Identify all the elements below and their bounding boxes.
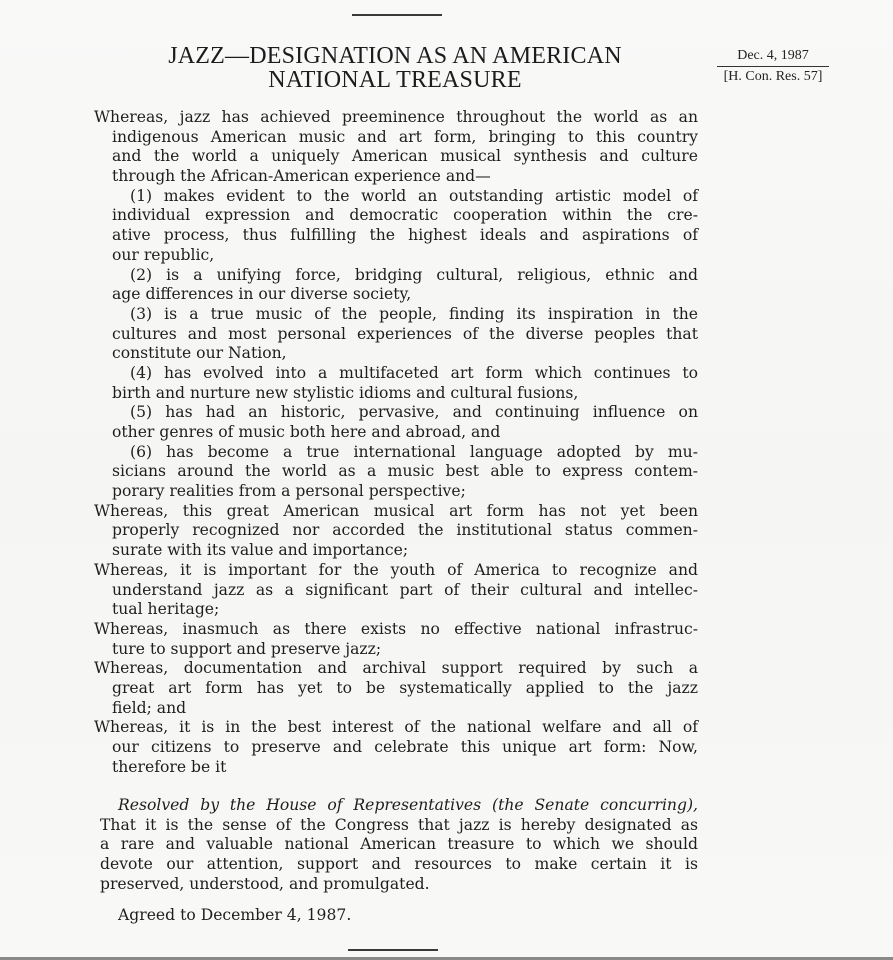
preamble-line: other genres of music both here and abroad, and [112,423,501,441]
preamble-line: Whereas, it is in the best interest of the national welfare and all of [94,718,698,737]
resolution-line: That it is the sense of the Congress that jazz is hereby designated as [100,815,698,834]
preamble-line: Whereas, it is important for the youth of America to recognize and [94,560,698,579]
preamble-line: surate with its value and importance; [112,541,409,560]
preamble-line: Whereas, this great American musical art form has not yet been [94,501,698,520]
resolution-line: a rare and valuable national American treasure to which we should [100,835,698,854]
preamble-line: and the world a uniquely American musical synthesis and culture [112,147,698,166]
preamble-line: great art form has yet to be systematically applied to the jazz [112,678,698,697]
enactment-date: Dec. 4, 1987 [717,48,829,67]
preamble-line: Whereas, inasmuch as there exists no effective national infrastruc- [94,619,698,638]
preamble-line: cultures and most personal experiences of the diverse peoples that [112,324,698,343]
preamble-line: porary realities from a personal perspective; [112,482,466,501]
agreed-date-line: Agreed to December 4, 1987. [118,906,352,924]
preamble-line: understand jazz as a significant part of their cultural and intellec- [112,580,698,599]
enacting-clause-text: Resolved by the House of Representatives (the Senate concurring), [118,796,698,814]
preamble-line: individual expression and democratic cooperation within the cre- [112,206,698,225]
preamble-line: Whereas, jazz has achieved preeminence throughout the world as an [94,108,698,126]
preamble-line: Whereas, documentation and archival support required by such a [94,659,698,678]
preamble-line: birth and nurture new stylistic idioms and cultural fusions, [112,383,579,402]
preamble-line: ative process, thus fulfilling the highest ideals and aspirations of [112,226,698,245]
title-line: NATIONAL TREASURE [268,67,522,93]
preamble-line: ture to support and preserve jazz; [112,639,382,658]
preamble-line: (4) has evolved into a multifaceted art form which continues to [130,363,698,382]
resolution-line: preserved, understood, and promulgated. [100,874,430,893]
preamble-line: (1) makes evident to the world an outstanding artistic model of [130,186,698,205]
preamble-line: (2) is a unifying force, bridging cultural, religious, ethnic and [130,265,698,284]
title-line: JAZZ—DESIGNATION AS AN AMERICAN [168,43,622,69]
preamble-line: through the African-American experience and— [112,167,491,186]
preamble-line: our republic, [112,245,215,264]
resolution-line: devote our attention, support and resources to make certain it is [100,855,698,874]
preamble-line: indigenous American music and art form, bringing to this country [112,127,698,146]
preamble-line: sicians around the world as a music best able to express contem- [112,462,698,481]
preamble-line: (5) has had an historic, pervasive, and continuing influence on [130,403,698,422]
preamble-line: age differences in our diverse society, [112,285,412,304]
margin-note [713,48,833,85]
resolving-clause [100,796,698,894]
preamble-line: our citizens to preserve and celebrate this unique art form: Now, [112,738,698,756]
resolution-reference: [H. Con. Res. 57] [723,69,823,84]
preamble-line: field; and [112,698,187,717]
preamble-line: tual heritage; [112,600,220,619]
preamble-line: (6) has become a true international language adopted by mu- [130,442,698,461]
top-divider-rule [352,14,442,16]
preamble-line: (3) is a true music of the people, finding its inspiration in the [130,304,698,323]
document-title [130,44,660,92]
preamble [94,108,698,777]
preamble-line: properly recognized nor accorded the institutional status commen- [112,521,698,540]
preamble-line: therefore be it [112,757,227,776]
enacting-clause [100,796,698,816]
preamble-line: constitute our Nation, [112,344,287,363]
bottom-divider-rule [348,949,438,951]
